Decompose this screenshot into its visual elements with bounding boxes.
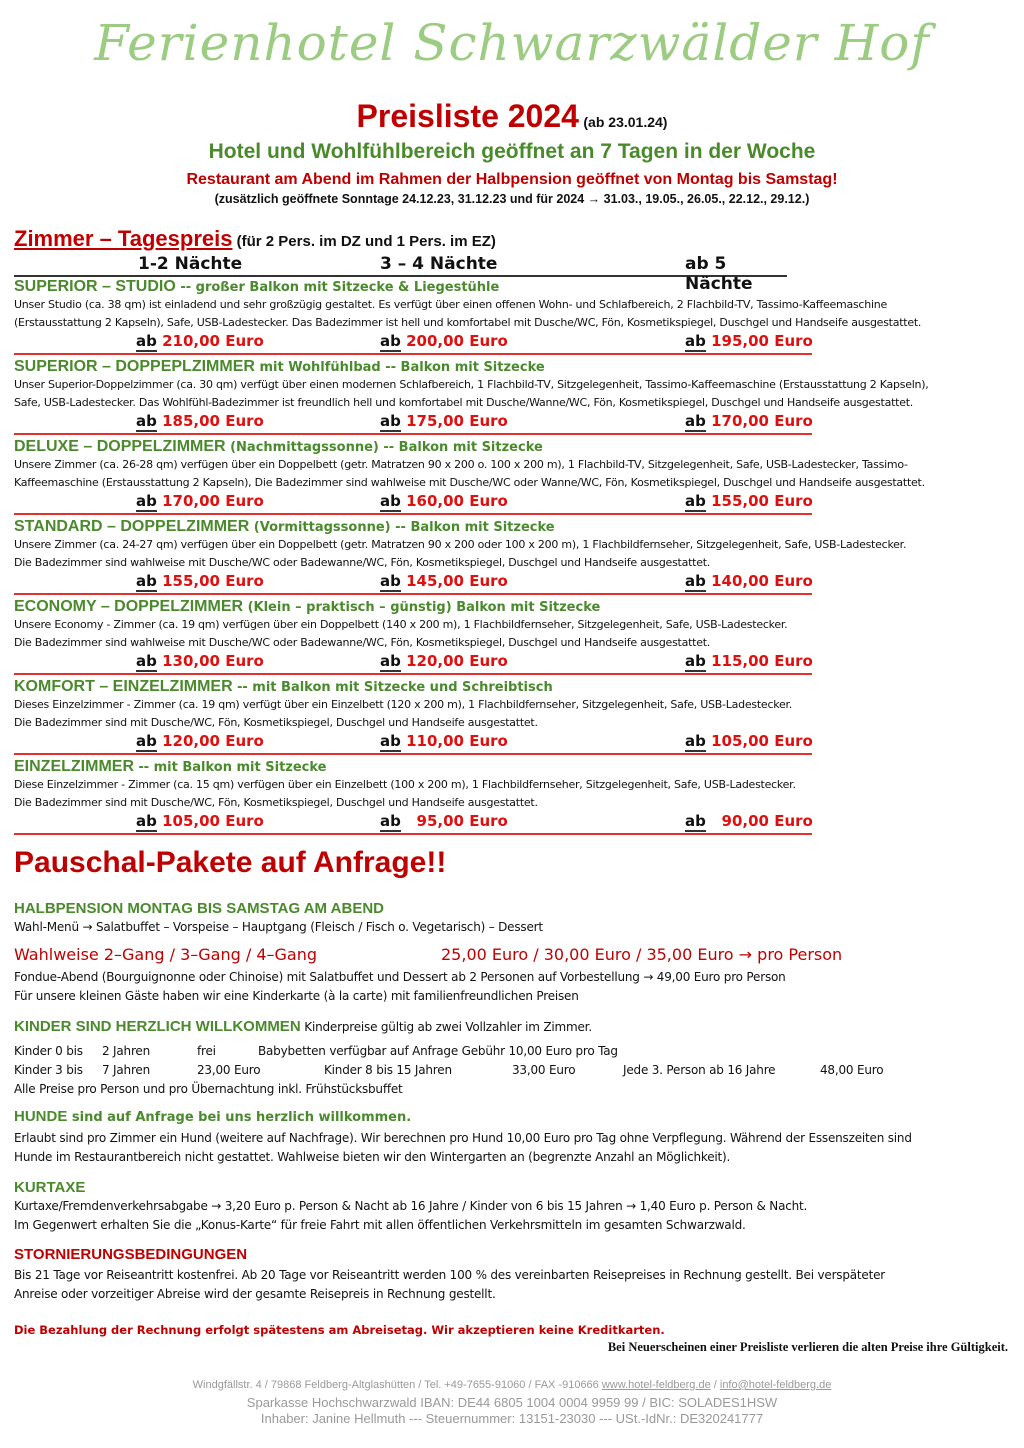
price-amount: 105,00 Euro bbox=[711, 732, 813, 750]
payment-notice: Die Bezahlung der Rechnung erfolgt spätestens am Abreisetag. Wir akzeptieren keine Kreditkarten. bbox=[14, 1323, 665, 1337]
room-tagline: mit Balkon mit Sitzecke und Schreibtisch bbox=[247, 680, 553, 695]
room-price-row bbox=[14, 812, 812, 835]
room-description-line-1: Dieses Einzelzimmer - Zimmer (ca. 19 qm) verfügt über ein Einzelbett (120 x 200 m), 1 Flachbildfernseher, Sitzgelegenheit, Safe, USB-Ladestecker. bbox=[14, 698, 792, 711]
room-price bbox=[380, 492, 508, 510]
price-amount: 185,00 Euro bbox=[162, 412, 264, 430]
price-prefix: ab bbox=[380, 492, 401, 510]
room-price bbox=[380, 412, 508, 430]
price-amount: 110,00 Euro bbox=[406, 732, 508, 750]
price-prefix: ab bbox=[685, 572, 706, 590]
price-amount: 175,00 Euro bbox=[406, 412, 508, 430]
storno-line-1: Bis 21 Tage vor Reiseantritt kostenfrei. Ab 20 Tage vor Reiseantritt werden 100 % des vereinbarten Reisepreises in Rechnung gestellt. Bei verspäteter bbox=[14, 1268, 886, 1282]
room-name: ECONOMY – DOPPELZIMMER bbox=[14, 598, 244, 615]
price-prefix: ab bbox=[380, 812, 401, 830]
hunde-title: HUNDE bbox=[14, 1108, 68, 1125]
room-name: EINZELZIMMER -- bbox=[14, 758, 150, 775]
room-price bbox=[685, 652, 813, 670]
price-amount: 195,00 Euro bbox=[711, 332, 813, 350]
opening-notice: Hotel und Wohlfühlbereich geöffnet an 7 Tagen in der Woche bbox=[208, 140, 816, 163]
room-block bbox=[14, 758, 1014, 835]
kurtaxe-line-1: Kurtaxe/Fremdenverkehrsabgabe → 3,20 Euro p. Person & Nacht ab 16 Jahre / Kinder von 6 bis 15 Jahren → 1,40 Euro p. Person & Nacht. bbox=[14, 1199, 808, 1213]
room-name: SUPERIOR – DOPPEPLZIMMER bbox=[14, 358, 255, 375]
price-amount: 210,00 Euro bbox=[162, 332, 264, 350]
room-title bbox=[14, 518, 1014, 536]
price-amount: 160,00 Euro bbox=[406, 492, 508, 510]
room-price-row bbox=[14, 732, 812, 755]
kinder-title: KINDER SIND HERZLICH WILLKOMMEN bbox=[14, 1018, 301, 1035]
price-prefix: ab bbox=[136, 652, 157, 670]
storno-title: STORNIERUNGSBEDINGUNGEN bbox=[14, 1246, 248, 1263]
room-price bbox=[136, 732, 264, 750]
room-description-line-1: Unsere Zimmer (ca. 26-28 qm) verfügen über ein Doppelbett (getr. Matratzen 90 x 200 o. 100 x 200 m), 1 Flachbild-TV, Sitzgelegenheit, Safe, USB-Ladestecker, Tassimo- bbox=[14, 458, 908, 471]
price-list-date: (ab 23.01.24) bbox=[583, 114, 668, 130]
footer-address: Windgfällstr. 4 / 79868 Feldberg-Altglashütten / Tel. +49-7655-91060 / FAX -910666 bbox=[192, 1379, 602, 1391]
room-price-row bbox=[14, 412, 812, 435]
rooms-title: Zimmer – Tagespreis bbox=[14, 226, 233, 251]
room-description-line-2: Die Badezimmer sind mit Dusche/WC, Fön, Kosmetikspiegel, Duschgel und Handseife ausgestattet. bbox=[14, 716, 538, 729]
room-description-line-2: Die Badezimmer sind wahlweise mit Dusche/WC oder Badewanne/WC, Fön, Kosmetikspiegel, Duschgel und Handseife ausgestattet. bbox=[14, 556, 711, 569]
kinder-row-0-2 bbox=[14, 1044, 1014, 1062]
halbpension-menu: Wahl-Menü → Salatbuffet – Vorspeise – Hauptgang (Fleisch / Fisch o. Vegetarisch) – Dessert bbox=[14, 920, 543, 934]
price-amount: 140,00 Euro bbox=[711, 572, 813, 590]
footer-owner: Inhaber: Janine Hellmuth --- Steuernummer: 13151-23030 --- USt.-IdNr.: DE320241777 bbox=[260, 1411, 764, 1426]
room-price bbox=[136, 652, 264, 670]
kinder-age-range: 7 Jahren bbox=[102, 1063, 151, 1077]
room-price bbox=[685, 492, 813, 510]
room-description-line-2: Kaffeemaschine (Erstausstattung 2 Kapseln), Die Badezimmer sind wahlweise mit Dusche/WC oder Wanne/WC, Fön, Kosmetikspiegel, Duschgel und Handseife ausgestattet. bbox=[14, 476, 925, 489]
room-price bbox=[136, 572, 264, 590]
price-amount: 170,00 Euro bbox=[711, 412, 813, 430]
restaurant-notice: Restaurant am Abend im Rahmen der Halbpension geöffnet von Montag bis Samstag! bbox=[186, 171, 838, 188]
price-prefix: ab bbox=[685, 732, 706, 750]
room-tagline: (Vormittagssonne) -- Balkon mit Sitzecke bbox=[249, 520, 555, 535]
room-name: STANDARD – DOPPELZIMMER bbox=[14, 518, 250, 535]
price-prefix: ab bbox=[685, 812, 706, 830]
room-tagline: -- großer Balkon mit Sitzecke & Liegestühle bbox=[175, 280, 500, 295]
room-price-row bbox=[14, 492, 812, 515]
room-tagline: (Nachmittagssonne) -- Balkon mit Sitzecke bbox=[225, 440, 543, 455]
kinder-heading bbox=[14, 1018, 592, 1036]
kinder-age-range: 2 Jahren bbox=[102, 1044, 151, 1058]
hunde-heading bbox=[14, 1108, 411, 1126]
room-block bbox=[14, 598, 1014, 675]
room-description-line-1: Unser Studio (ca. 38 qm) ist einladend und sehr großzügig gestaltet. Es verfügt über einen offenen Wohn- und Schlafbereich, 2 Flachbild-TV, Tassimo-Kaffeemaschine bbox=[14, 298, 887, 311]
room-tagline: (Klein – praktisch – günstig) Balkon mit Sitzecke bbox=[243, 600, 601, 615]
halbpension-prices: 25,00 Euro / 30,00 Euro / 35,00 Euro → pro Person bbox=[441, 945, 843, 964]
kinder-footnote: Alle Preise pro Person und pro Übernachtung inkl. Frühstücksbuffet bbox=[14, 1082, 403, 1096]
rooms-section-title bbox=[14, 226, 496, 252]
room-price bbox=[685, 812, 813, 830]
rooms-subtitle: (für 2 Pers. im DZ und 1 Pers. im EZ) bbox=[232, 233, 496, 250]
kinder-age-range-8-15: Kinder 8 bis 15 Jahren bbox=[324, 1063, 452, 1077]
room-description-line-1: Unsere Zimmer (ca. 24-27 qm) verfügen über ein Doppelbett (getr. Matratzen 90 x 200 oder 100 x 200 m), 1 Flachbildfernseher, Sitzgelegenheit, Safe, USB-Ladestecker. bbox=[14, 538, 907, 551]
room-block bbox=[14, 358, 1014, 435]
room-title bbox=[14, 678, 1014, 696]
page-title bbox=[0, 98, 1024, 135]
price-prefix: ab bbox=[685, 412, 706, 430]
column-header-5-nights: ab 5 Nächte bbox=[685, 254, 753, 294]
babybed-note: Babybetten verfügbar auf Anfrage Gebühr 10,00 Euro pro Tag bbox=[258, 1044, 618, 1058]
price-prefix: ab bbox=[136, 812, 157, 830]
room-title bbox=[14, 598, 1014, 616]
price-amount: 200,00 Euro bbox=[406, 332, 508, 350]
price-prefix: ab bbox=[380, 572, 401, 590]
room-tagline: mit Wohlfühlbad -- Balkon mit Sitzecke bbox=[254, 360, 545, 375]
price-amount: 130,00 Euro bbox=[162, 652, 264, 670]
room-price bbox=[136, 412, 264, 430]
price-prefix: ab bbox=[136, 492, 157, 510]
room-block bbox=[14, 438, 1014, 515]
room-name: KOMFORT – EINZELZIMMER -- bbox=[14, 678, 248, 695]
hunde-line-2: Hunde im Restaurantbereich nicht gestattet. Wahlweise bieten wir den Wintergarten an (begrenzte Anzahl an Möglichkeit). bbox=[14, 1150, 731, 1164]
room-price bbox=[380, 732, 508, 750]
hunde-line-1: Erlaubt sind pro Zimmer ein Hund (weitere auf Nachfrage). Wir berechnen pro Hund 10,00 Euro pro Tag ohne Verpflegung. Während der Essenszeiten sind bbox=[14, 1131, 912, 1145]
room-description-line-1: Unsere Economy - Zimmer (ca. 19 qm) verfügen über ein Doppelbett (140 x 200 m), 1 Flachbildfernseher, Sitzgelegenheit, Safe, USB-Ladestecker. bbox=[14, 618, 788, 631]
room-description-line-2: Die Badezimmer sind wahlweise mit Dusche/WC oder Badewanne/WC, Fön, Kosmetikspiegel, Duschgel und Handseife ausgestattet. bbox=[14, 636, 711, 649]
third-person-label: Jede 3. Person ab 16 Jahre bbox=[623, 1063, 776, 1077]
hotel-name-logo: Ferienhotel Schwarzwälder Hof bbox=[94, 14, 930, 72]
room-price bbox=[136, 332, 264, 350]
room-price bbox=[380, 812, 508, 830]
room-price bbox=[685, 412, 813, 430]
room-name: DELUXE – DOPPELZIMMER bbox=[14, 438, 226, 455]
price-prefix: ab bbox=[380, 412, 401, 430]
footer-separator: / bbox=[710, 1379, 720, 1391]
halbpension-title: HALBPENSION MONTAG BIS SAMSTAG AM ABEND bbox=[14, 900, 384, 917]
price-prefix: ab bbox=[685, 492, 706, 510]
room-name: SUPERIOR – STUDIO bbox=[14, 278, 176, 295]
room-price bbox=[136, 812, 264, 830]
halbpension-options: Wahlweise 2–Gang / 3–Gang / 4–Gang bbox=[14, 945, 317, 964]
room-description-line-2: Safe, USB-Ladestecker. Das Wohlfühl-Badezimmer ist freundlich hell und komfortabel mit Dusche/Wanne/WC, Fön, Kosmetikspiegel, Duschgel und Handseife ausgestattet. bbox=[14, 396, 914, 409]
price-amount: 105,00 Euro bbox=[162, 812, 264, 830]
room-description-line-2: Die Badezimmer sind mit Dusche/WC, Fön, Kosmetikspiegel, Duschgel und Handseife ausgestattet. bbox=[14, 796, 538, 809]
price-prefix: ab bbox=[380, 332, 401, 350]
footer-contact bbox=[0, 1379, 1024, 1391]
kids-menu-note: Für unsere kleinen Gäste haben wir eine Kinderkarte (à la carte) mit familienfreundlichen Preisen bbox=[14, 989, 579, 1003]
room-title bbox=[14, 438, 1014, 456]
room-block bbox=[14, 278, 1014, 355]
room-block bbox=[14, 678, 1014, 755]
footer-bank: Sparkasse Hochschwarzwald IBAN: DE44 6805 1004 0004 9959 99 / BIC: SOLADES1HSW bbox=[246, 1395, 778, 1410]
price-amount: 145,00 Euro bbox=[406, 572, 508, 590]
room-description-line-2: (Erstausstattung 2 Kapseln), Safe, USB-Ladestecker. Das Badezimmer ist hell und komfortabel mit Dusche/WC, Fön, Kosmetikspiegel, Duschgel und Handseife ausgestattet. bbox=[14, 316, 922, 329]
column-header-1-2-nights: 1-2 Nächte bbox=[138, 254, 243, 274]
room-price bbox=[380, 652, 508, 670]
price-amount: 155,00 Euro bbox=[162, 572, 264, 590]
price-prefix: ab bbox=[136, 332, 157, 350]
room-block bbox=[14, 518, 1014, 595]
kinder-note: Kinderpreise gültig ab zwei Vollzahler im Zimmer. bbox=[300, 1020, 592, 1034]
price-prefix: ab bbox=[685, 652, 706, 670]
kinder-price: 23,00 Euro bbox=[197, 1063, 261, 1077]
price-prefix: ab bbox=[685, 332, 706, 350]
price-amount: 155,00 Euro bbox=[711, 492, 813, 510]
room-title bbox=[14, 358, 1014, 376]
price-amount: 120,00 Euro bbox=[162, 732, 264, 750]
kinder-price-8-15: 33,00 Euro bbox=[512, 1063, 576, 1077]
validity-notice: Bei Neuerscheinen einer Preisliste verlieren die alten Preise ihre Gültigkeit. bbox=[607, 1340, 1008, 1354]
website-link[interactable]: www.hotel-feldberg.de bbox=[601, 1379, 711, 1391]
kurtaxe-title: KURTAXE bbox=[14, 1179, 86, 1196]
room-price bbox=[685, 732, 813, 750]
room-price bbox=[380, 332, 508, 350]
price-prefix: ab bbox=[136, 412, 157, 430]
price-prefix: ab bbox=[136, 572, 157, 590]
kinder-row-3-7 bbox=[14, 1063, 1014, 1081]
room-price bbox=[685, 572, 813, 590]
third-person-price: 48,00 Euro bbox=[820, 1063, 884, 1077]
price-amount: 90,00 Euro bbox=[711, 812, 813, 830]
room-description-line-1: Diese Einzelzimmer - Zimmer (ca. 15 qm) verfügen über ein Einzelbett (100 x 200 m), 1 Flachbildfernseher, Sitzgelegenheit, Safe, USB-Ladestecker. bbox=[14, 778, 796, 791]
room-price-row bbox=[14, 652, 812, 675]
price-amount: 95,00 Euro bbox=[406, 812, 508, 830]
room-price bbox=[136, 492, 264, 510]
kinder-price: frei bbox=[197, 1044, 216, 1058]
price-prefix: ab bbox=[380, 652, 401, 670]
room-price-row bbox=[14, 572, 812, 595]
email-link[interactable]: info@hotel-feldberg.de bbox=[719, 1379, 832, 1391]
room-title bbox=[14, 758, 1014, 776]
room-price bbox=[685, 332, 813, 350]
room-tagline: mit Balkon mit Sitzecke bbox=[149, 760, 327, 775]
price-prefix: ab bbox=[380, 732, 401, 750]
kurtaxe-line-2: Im Gegenwert erhalten Sie die „Konus-Karte“ für freie Fahrt mit allen öffentlichen Verkehrsmitteln im gesamten Schwarzwald. bbox=[14, 1218, 746, 1232]
fondue-offer: Fondue-Abend (Bourguignonne oder Chinoise) mit Salatbuffet und Dessert ab 2 Personen auf Vorbestellung → 49,00 Euro pro Person bbox=[14, 970, 786, 984]
hunde-tagline: sind auf Anfrage bei uns herzlich willkommen. bbox=[67, 1110, 412, 1125]
price-amount: 115,00 Euro bbox=[711, 652, 813, 670]
room-description-line-1: Unser Superior-Doppelzimmer (ca. 30 qm) verfügt über einen modernen Schlafbereich, 1 Flachbild-TV, Sitzgelegenheit, Tassimo-Kaffeemaschine (Erstausstattung 2 Kapseln), bbox=[14, 378, 929, 391]
price-amount: 120,00 Euro bbox=[406, 652, 508, 670]
price-list-title: Preisliste 2024 bbox=[356, 98, 579, 134]
sunday-notice: (zusätzlich geöffnete Sonntage 24.12.23, 31.12.23 und für 2024 → 31.03., 19.05., 26.05., 22.12., 29.12.) bbox=[214, 192, 810, 206]
packages-headline: Pauschal-Pakete auf Anfrage!! bbox=[14, 846, 447, 879]
price-prefix: ab bbox=[136, 732, 157, 750]
kinder-age-label: Kinder 3 bis bbox=[14, 1063, 83, 1077]
kinder-age-label: Kinder 0 bis bbox=[14, 1044, 83, 1058]
room-price-row bbox=[14, 332, 812, 355]
storno-line-2: Anreise oder vorzeitiger Abreise wird der gesamte Reisepreis in Rechnung gestellt. bbox=[14, 1287, 496, 1301]
column-header-3-4-nights: 3 – 4 Nächte bbox=[380, 254, 498, 274]
price-amount: 170,00 Euro bbox=[162, 492, 264, 510]
room-title bbox=[14, 278, 1014, 296]
room-price bbox=[380, 572, 508, 590]
